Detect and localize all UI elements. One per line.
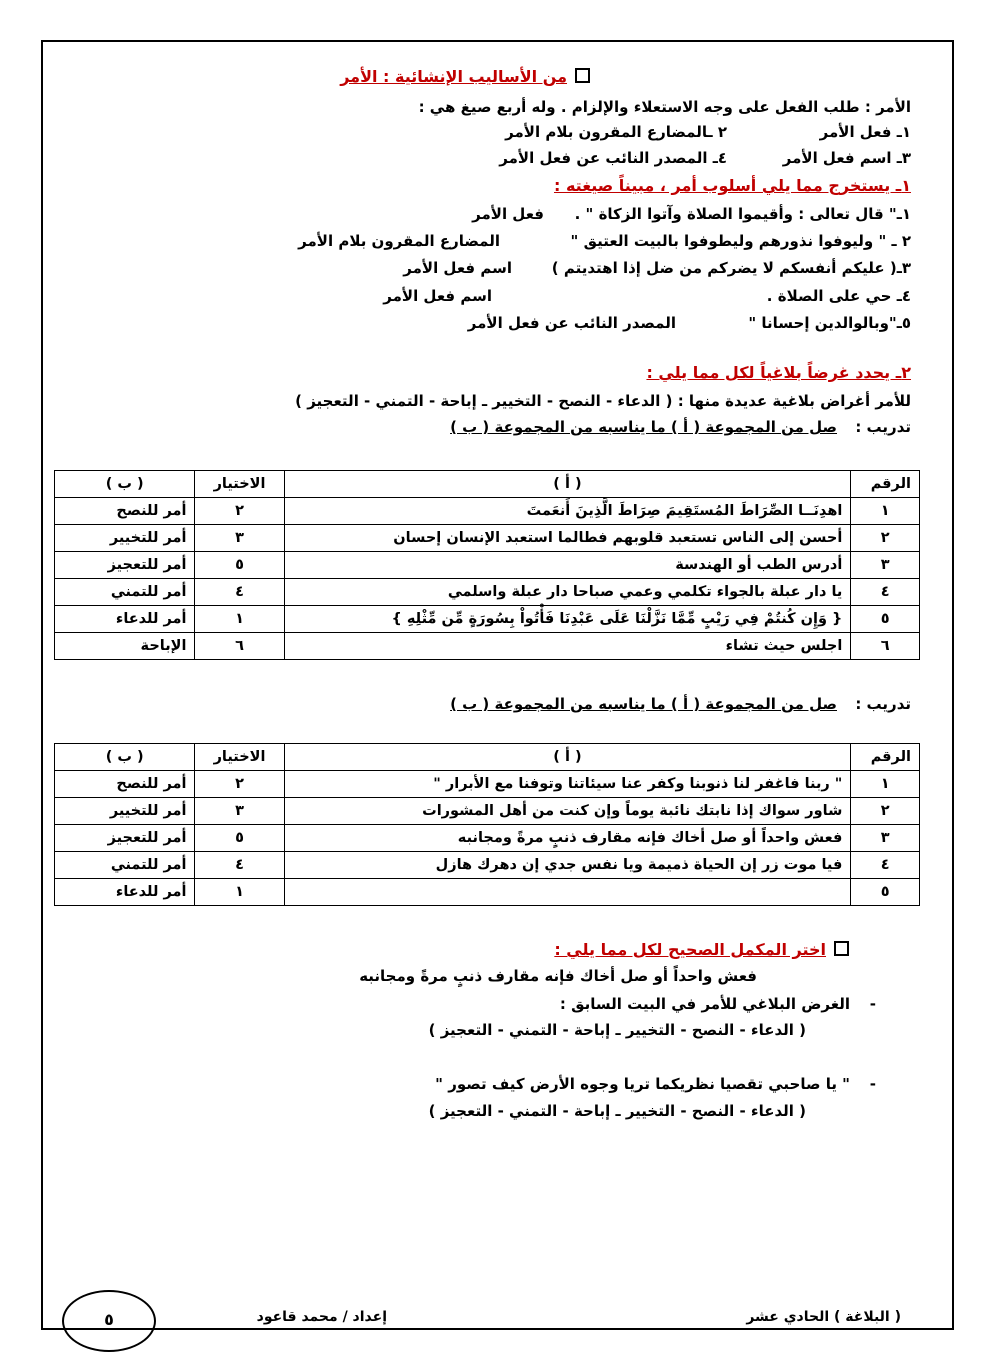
row-choice: ٤ [195, 852, 284, 879]
exercise2-title: ٢ـ يحدد غرضاً بلاغياً لكل مما يلي : [646, 363, 911, 382]
matching-table-2 [54, 743, 920, 906]
ex1-item-4: ٤ـ حي على الصلاة . [766, 287, 911, 305]
table-row [55, 825, 920, 852]
col-choice: الاختيار [195, 744, 284, 771]
row-a: " ربنا فاغفر لنا ذنوبنا وكفر عنا سيئاتنا وتوفنا مع الأبرار " [284, 771, 851, 798]
exercise1-title: ١ـ يستخرج مما يلي أسلوب أمر ، مبيناً صيغته : [553, 176, 911, 195]
row-a: فيا موت زر إن الحياة ذميمة ويا نفس جدي إن دهرك هازل [284, 852, 851, 879]
ex1-answer-3: اسم فعل الأمر [403, 259, 512, 277]
row-num: ٦ [851, 633, 920, 660]
ex1-item-3: ٣ـ( عليكم أنفسكم لا يضركم من ضل إذا اهتديتم ) [551, 259, 911, 277]
verse-1: فعش واحداً أو صل أخاك فإنه مقارف ذنبٍ مرةً ومجانبه [359, 967, 757, 985]
row-num: ٢ [851, 525, 920, 552]
exercise2-intro: للأمر أغراض بلاغية عديدة منها : ( الدعاء - النصح - التخيير ـ إباحة - التمني - التعجيز ) [295, 392, 911, 410]
row-a: فعش واحداً أو صل أخاك فإنه مقارف ذنبٍ مرةً ومجانبه [284, 825, 851, 852]
table-row [55, 525, 920, 552]
col-b: ( ب ) [55, 471, 195, 498]
row-num: ٣ [851, 552, 920, 579]
row-a [284, 879, 851, 906]
table-row [55, 579, 920, 606]
row-a: اجلس حيث تشاء [284, 633, 851, 660]
ex1-item-5: ٥ـ"وبالوالدين إحسانا " [748, 314, 911, 332]
row-choice: ٥ [195, 825, 284, 852]
footer-author: إعداد / محمد قاعود [256, 1309, 387, 1325]
checkbox-icon [834, 941, 849, 956]
row-b: أمر للتعجيز [55, 552, 195, 579]
matching-table-1 [54, 470, 920, 660]
col-choice: الاختيار [195, 471, 284, 498]
row-a: شاور سواك إذا نابتك نائبة يوماً وإن كنت من أهل المشورات [284, 798, 851, 825]
row-num: ٢ [851, 798, 920, 825]
row-b: أمر للدعاء [55, 606, 195, 633]
row-choice: ٣ [195, 525, 284, 552]
row-b: أمر للدعاء [55, 879, 195, 906]
row-a: اهدِنَــا الصِّرَاطَ المُستَقِيمَ صِرَاطَ الَّذِينَ أَنعَمتَ [284, 498, 851, 525]
row-choice: ٢ [195, 498, 284, 525]
table-row [55, 552, 920, 579]
row-choice: ١ [195, 606, 284, 633]
options-1: ( الدعاء - النصح - التخيير ـ إباحة - التمني - التعجيز ) [428, 1021, 806, 1039]
ex1-answer-1: فعل الأمر [472, 205, 544, 223]
options-2: ( الدعاء - النصح - التخيير ـ إباحة - التمني - التعجيز ) [428, 1102, 806, 1120]
row-choice: ٢ [195, 771, 284, 798]
form-3: ٣ـ اسم فعل الأمر [782, 149, 911, 167]
training-label: تدريب : [855, 418, 911, 436]
row-num: ١ [851, 771, 920, 798]
row-b: أمر للنصح [55, 771, 195, 798]
verse-2: " يا صاحبي تقصيا نظريكما تريا وجوه الأرض كيف تصور " [435, 1075, 850, 1093]
checkbox-icon [575, 68, 590, 83]
row-num: ٤ [851, 579, 920, 606]
col-num: الرقم [851, 744, 920, 771]
form-2: ٢ ـالمضارع المقرون بلام الأمر [505, 123, 727, 141]
row-b: أمر للتعجيز [55, 825, 195, 852]
row-a: أدرس الطب أو الهندسة [284, 552, 851, 579]
form-4: ٤ـ المصدر النائب عن فعل الأمر [499, 149, 727, 167]
bullet-dash: - [869, 1075, 876, 1093]
table-row [55, 633, 920, 660]
table-row [55, 771, 920, 798]
row-num: ٤ [851, 852, 920, 879]
col-a: ( أ ) [284, 744, 851, 771]
row-a: أحسن إلى الناس تستعبد قلوبهم فطالما استعبد الإنسان إحسان [284, 525, 851, 552]
table-row [55, 879, 920, 906]
row-b: أمر للتمني [55, 852, 195, 879]
row-choice: ١ [195, 879, 284, 906]
training2-label: تدريب : [855, 695, 911, 713]
row-num: ٥ [851, 879, 920, 906]
definition: الأمر : طلب الفعل على وجه الاستعلاء والإلزام . وله أربع صيغ هي : [418, 98, 911, 116]
page-number: ٥ [62, 1290, 156, 1352]
row-choice: ٥ [195, 552, 284, 579]
ex1-answer-5: المصدر النائب عن فعل الأمر [467, 314, 676, 332]
table-header [55, 471, 920, 498]
table-row [55, 798, 920, 825]
col-b: ( ب ) [55, 744, 195, 771]
row-b: الإباحة [55, 633, 195, 660]
footer-subject: ( البلاغة ) الحادي عشر [746, 1309, 901, 1325]
row-b: أمر للتخيير [55, 525, 195, 552]
table-row [55, 606, 920, 633]
ex1-answer-4: اسم فعل الأمر [383, 287, 492, 305]
row-choice: ٤ [195, 579, 284, 606]
col-num: الرقم [851, 471, 920, 498]
bullet-dash: - [869, 995, 876, 1013]
row-choice: ٦ [195, 633, 284, 660]
row-b: أمر للتخيير [55, 798, 195, 825]
section-title: من الأساليب الإنشائية : الأمر [340, 67, 590, 87]
row-num: ٣ [851, 825, 920, 852]
col-a: ( أ ) [284, 471, 851, 498]
training2-text: صل من المجموعة ( أ ) ما يناسبه من المجموعة ( ب ) [450, 695, 837, 713]
row-choice: ٣ [195, 798, 284, 825]
table-row [55, 852, 920, 879]
row-num: ٥ [851, 606, 920, 633]
ex1-item-1: ١ـ" قال تعالى : وأقيموا الصلاة وآتوا الزكاة " . [574, 205, 911, 223]
row-a: { وَإِن كُنتُمْ فِي رَيْبٍ مِّمَّا نَزَّلْنَا عَلَى عَبْدِنَا فَأْتُواْ بِسُورَةٍ مِّن مِّثْلِهِ } [284, 606, 851, 633]
form-1: ١ـ فعل الأمر [819, 123, 911, 141]
row-b: أمر للنصح [55, 498, 195, 525]
training-text: صل من المجموعة ( أ ) ما يناسبه من المجموعة ( ب ) [450, 418, 837, 436]
question-1: الغرض البلاغي للأمر في البيت السابق : [559, 995, 850, 1013]
table-row [55, 498, 920, 525]
row-b: أمر للتمني [55, 579, 195, 606]
section3-title: اختر المكمل الصحيح لكل مما يلي : [554, 940, 849, 960]
table-header [55, 744, 920, 771]
ex1-answer-2: المضارع المقرون بلام الأمر [298, 232, 500, 250]
row-a: يا دار عبلة بالجواء تكلمي وعمي صباحا دار عبلة واسلمي [284, 579, 851, 606]
row-num: ١ [851, 498, 920, 525]
ex1-item-2: ٢ ـ " وليوفوا نذورهم وليطوفوا بالبيت العتيق " [570, 232, 911, 250]
